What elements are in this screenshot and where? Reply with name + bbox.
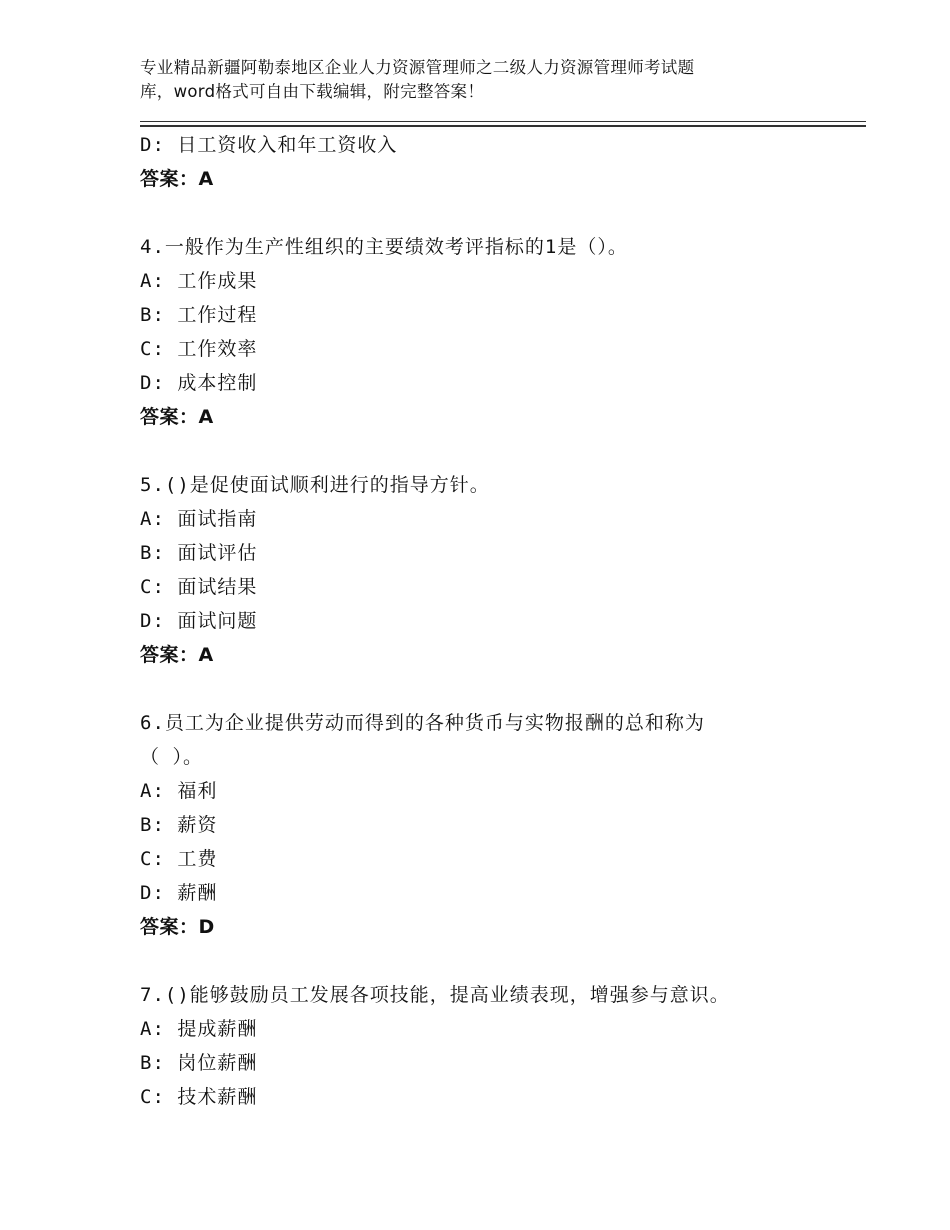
option-c: C: 面试结果 [140,576,258,598]
header-divider-thick [140,125,866,127]
question-stem: 5.()是促使面试顺利进行的指导方针。 [140,474,490,496]
answer-line: 答案：D [140,916,215,938]
option-b: B: 工作过程 [140,304,258,326]
option-a: A: 面试指南 [140,508,258,530]
spacer [140,672,860,706]
answer-line: 答案：A [140,168,214,190]
option-b: B: 面试评估 [140,542,258,564]
option-c: C: 工费 [140,848,218,870]
question-6 [140,706,860,944]
option-d: D: 成本控制 [140,372,258,394]
option-a: A: 工作成果 [140,270,258,292]
question-list [140,128,860,1114]
option-a: A: 提成薪酬 [140,1018,258,1040]
option-d: D: 日工资收入和年工资收入 [140,134,398,156]
option-c: C: 工作效率 [140,338,258,360]
question-7 [140,978,860,1114]
header-title-line-2: 库，word格式可自由下载编辑，附完整答案！ [140,82,485,101]
answer-line: 答案：A [140,644,214,666]
question-3-tail [140,128,860,196]
question-4 [140,230,860,434]
option-b: B: 岗位薪酬 [140,1052,258,1074]
question-stem-continued: （ ）。 [140,746,203,768]
question-stem: 7.()能够鼓励员工发展各项技能，提高业绩表现，增强参与意识。 [140,984,730,1006]
spacer [140,196,860,230]
header-title-line-1: 专业精品新疆阿勒泰地区企业人力资源管理师之二级人力资源管理师考试题 [140,58,695,77]
option-c: C: 技术薪酬 [140,1086,258,1108]
question-5 [140,468,860,672]
option-d: D: 面试问题 [140,610,258,632]
answer-line: 答案：A [140,406,214,428]
question-stem: 6.员工为企业提供劳动而得到的各种货币与实物报酬的总和称为 [140,712,705,734]
spacer [140,944,860,978]
document-header [140,56,820,104]
header-divider-thin [140,121,866,122]
option-b: B: 薪资 [140,814,218,836]
question-stem: 4.一般作为生产性组织的主要绩效考评指标的1是（）。 [140,236,628,258]
option-d: D: 薪酬 [140,882,218,904]
option-a: A: 福利 [140,780,218,802]
spacer [140,434,860,468]
